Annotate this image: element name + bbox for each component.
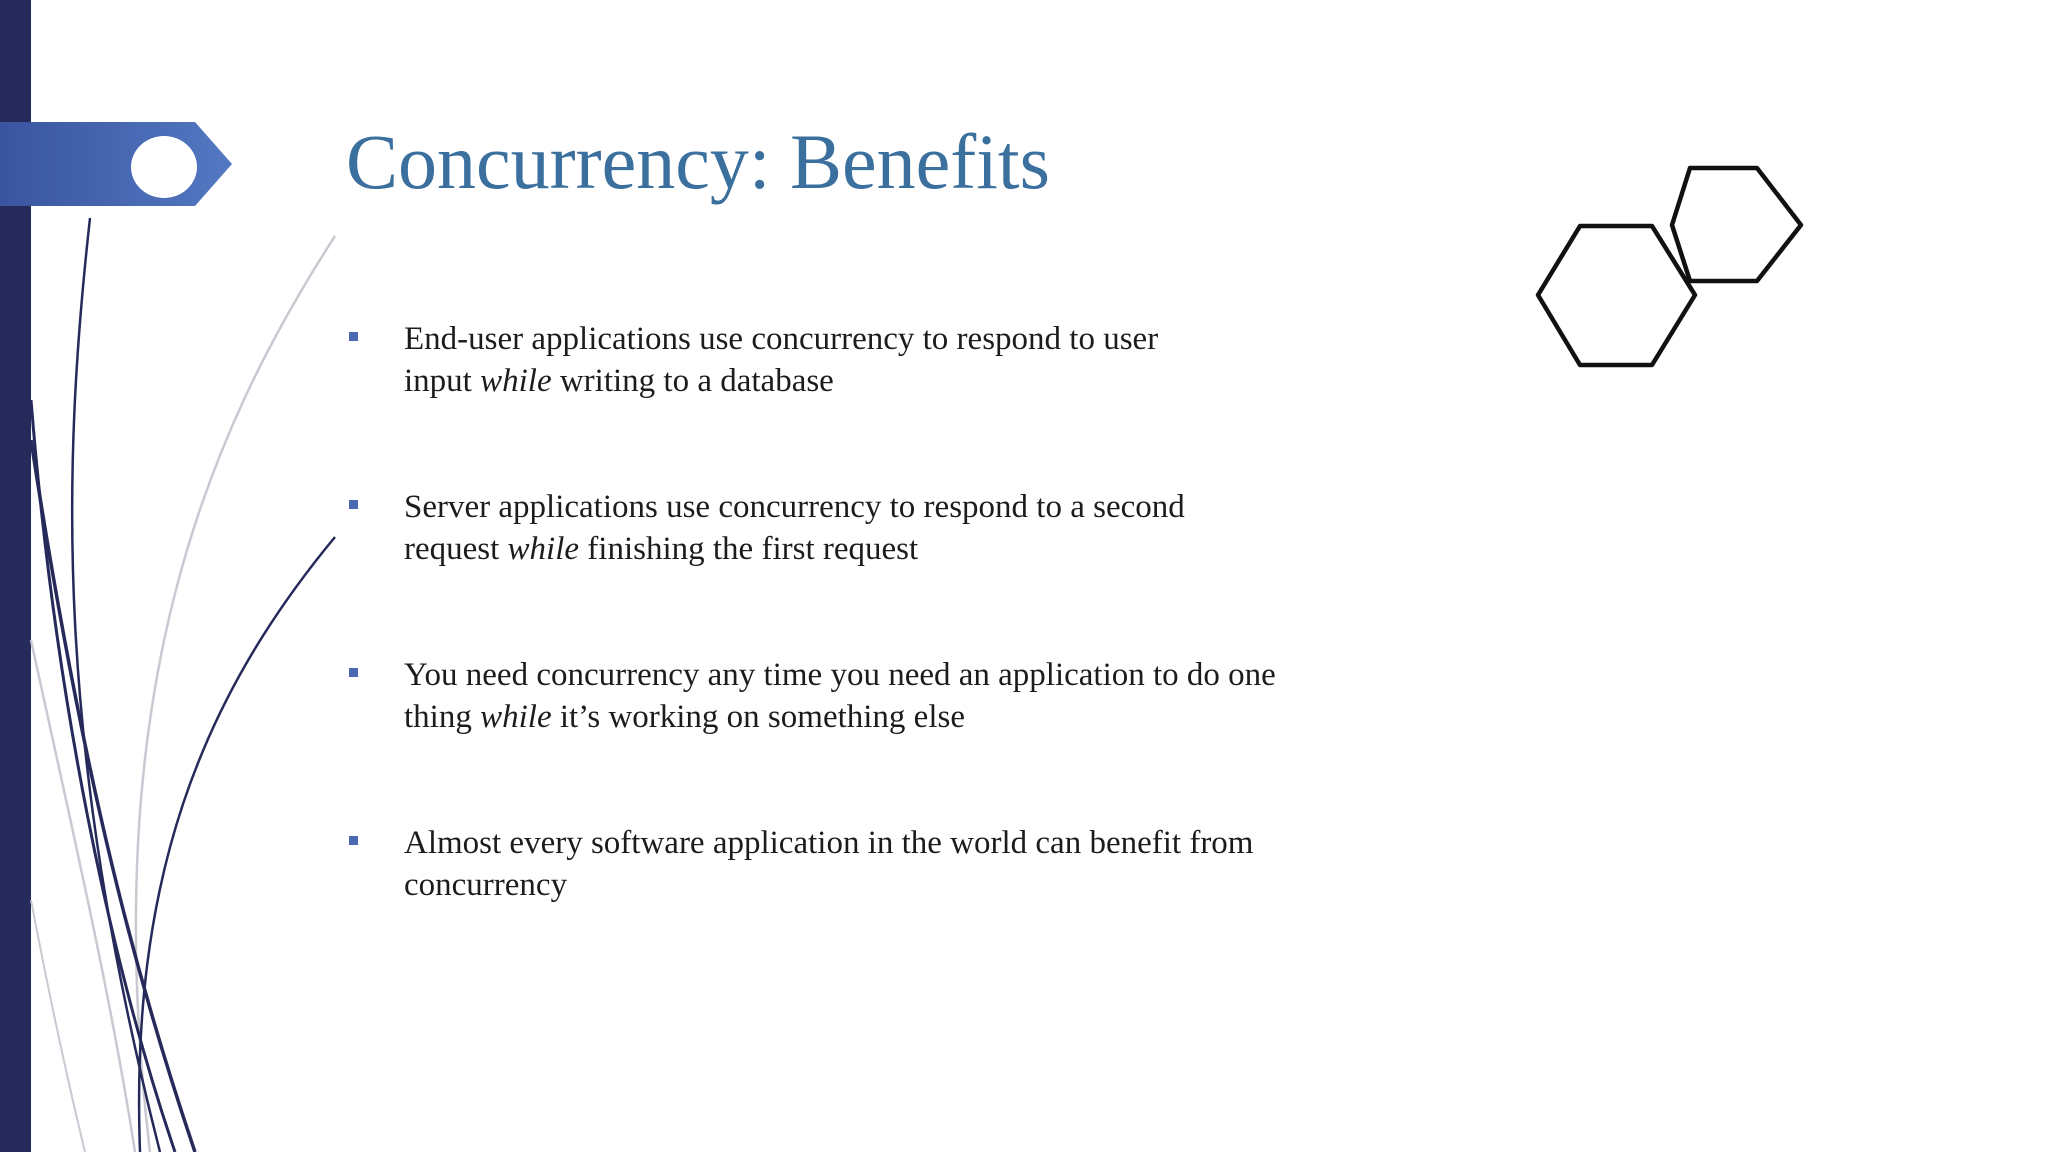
slide-title: Concurrency: Benefits xyxy=(346,118,1050,205)
bullet-text: request xyxy=(404,531,508,567)
emphasis-text: while xyxy=(507,531,580,567)
hexagon-cluster xyxy=(1538,168,1801,365)
bullet-item xyxy=(346,318,1346,486)
bullet-text-line: Almost every software application in the world can benefit from xyxy=(404,825,1254,861)
bullet-text-line xyxy=(404,528,1346,570)
bullet-item xyxy=(346,654,1346,822)
hexagon-outline-icon xyxy=(1538,226,1695,365)
bullet-text-line: End-user applications use concurrency to respond to user xyxy=(404,321,1159,357)
arrow-tab-shape xyxy=(0,122,232,206)
bullet-text: writing to a database xyxy=(551,363,834,399)
bullet-text-line: You need concurrency any time you need an application to do one xyxy=(404,657,1276,693)
tab-circle-icon xyxy=(131,136,197,198)
square-bullet-icon xyxy=(349,668,358,677)
swoosh-lines-dark xyxy=(31,218,335,1152)
bullet-item xyxy=(346,486,1346,654)
bullet-text-line xyxy=(404,360,1346,402)
hexagon-outline-icon xyxy=(1672,168,1801,281)
bullet-text: finishing the first request xyxy=(579,531,919,567)
bullet-list xyxy=(346,318,1346,990)
square-bullet-icon xyxy=(349,332,358,341)
bullet-text: input xyxy=(404,363,481,399)
emphasis-text: while xyxy=(480,699,552,735)
square-bullet-icon xyxy=(349,836,358,845)
bullet-text: concurrency xyxy=(404,867,568,903)
bullet-text-line xyxy=(404,696,1346,738)
bullet-text: it’s working on something else xyxy=(551,699,965,735)
bullet-text: thing xyxy=(404,699,481,735)
bullet-text-line xyxy=(404,864,1346,906)
bullet-item xyxy=(346,822,1346,990)
emphasis-text: while xyxy=(480,363,552,399)
bullet-text-line: Server applications use concurrency to respond to a second xyxy=(404,489,1185,525)
square-bullet-icon xyxy=(349,500,358,509)
